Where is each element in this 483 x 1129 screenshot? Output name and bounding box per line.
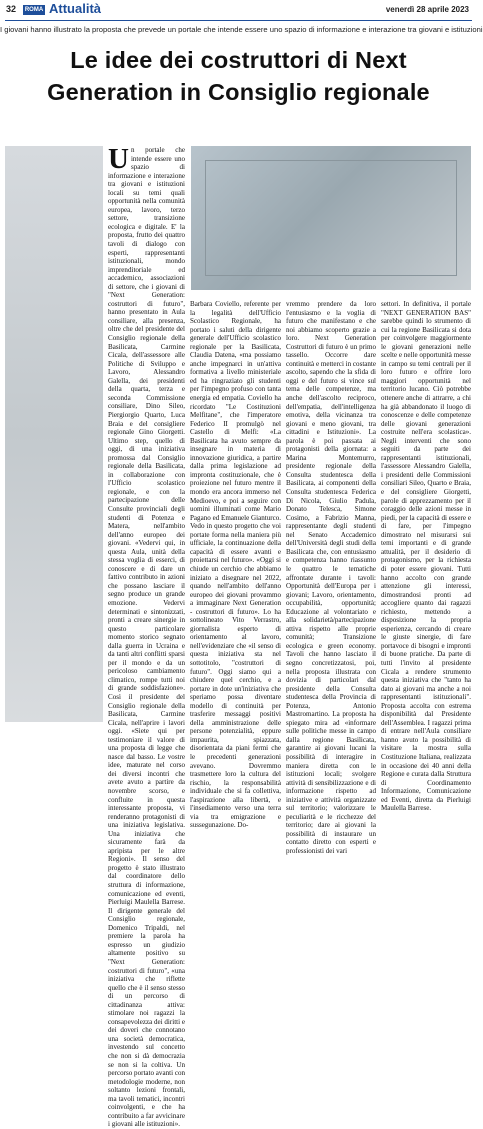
page-number: 32 <box>6 4 17 14</box>
column-3-text: vremmo prendere da loro l'entusiasmo e la voglia di futuro che manifestano e che noi abbiamo scoperto grazie a loro. Next Generation Costruttori di futuro è un primo tassello. Occorre dare continuità e metterci in costante ascolto, sapendo che la sfida di oggi e del futuro si vince sul tema delle competenze, ma anche dell'ascolto reciproco, dell'empatia, dell'intelligenza emotiva, della vicinanza tra giovani e meno giovani, tra cittadini e Istituzioni». La parola è poi passata ai protagonisti della giornata: a Marina Montemurro, presidente regionale della Consulta studentesca della Basilicata, ai componenti della Consulta studentesca Federica Di Nicola, Giulio Padula, Donato Telesca, Simone Cosimo, a Fabrizio Manna, rappresentante degli studenti nel Senato Accademico dell'Università degli studi della Basilicata che, con entusiasmo e competenza hanno riassunto le quattro le tematiche affrontate durante i tavoli: Opportunità dell'Europa per i giovani; Lavoro, orientamento, occupabilità, opportunità; Educazione al volontariato e alla solidarietà/partecipazione attiva rispetto alle proprie comunità; Transizione ecologica e green economy. Tavoli che hanno lasciato il segno concretizzatosi, poi, nella proposta illustrata con dovizia di particolari dal presidente della Consulta studentesca della Provincia di Potenza, Antonio Mastromartino. La proposta ha spiegato mira ad «informare sulle politiche messe in campo dalla regione Basilicata, garantire ai giovani lucani la possibilità di interagire in maniera diretta con le istituzioni locali; svolgere attività di sensibilizzazione e di informazione rispetto ad iniziative e attività organizzate sul territorio; valorizzare le peculiarità e le ricchezze del territorio; dare ai giovani la possibilità di instaurare un contatto diretto con esperti e professionisti dei vari <box>286 300 377 855</box>
issue-date <box>386 5 469 14</box>
section-title: Attualità <box>49 1 101 16</box>
column-4-text: settori. In definitiva, il portale "NEXT GENERATION BAS" sarebbe quindi lo strumento di cui la regione Basilicata si dota per coinvolgere maggiormente le giovani generazioni nelle scelte e nelle opportunità messe in campo su temi centrali per il loro futuro e offrire loro maggiori opportunità nel territorio lucano. Ciò potrebbe ottenere anche di attrarre, a chi ha già abbandonato il luogo di conoscenze e delle competenze delle giovani generazioni costruite nell'era scolastica». Negli interventi che sono seguiti da parte dei rappresentanti istituzionali, l'assessore Alessandro Galella, i presidenti delle Commissioni consiliari Sileo, Quarto e Braia, e del consigliere Giorgetti, parole di apprezzamento per il coraggio delle azioni messe in piedi, per la capacità di essere e di fare, per l'impegno dimostrato nel misurarsi sui temi importanti e di grande attualità, per il desiderio di protagonismo, per la richiesta di poter essere giovani. Tutti hanno accolto con grande attenzione gli interessi, dimostrandosi pronti ad accogliere quanto dai ragazzi richiesto, mettendo a disposizione la propria esperienza, cercando di creare le giuste sinergie, di fare portavoce di bisogni e impronti di buone pratiche. Da parte di tutti l'invito al presidente Cicala a rendere strumento questa iniziativa che "tanto ha dato ai giovani ma anche a noi rappresentanti istituzionali". Proposta accolta con estrema disponibilità dal Presidente dell'Assemblea. I ragazzi prima di entrare nell'Aula consiliare hanno avuto la possibilità di visitare la mostra sulla Costituzione Italiana, realizzata in occasione dei 40 anni della Regione e curata dalla Struttura di Coordinamento Informazione, Comunicazione ed Eventi, diretta da Pierluigi Maulella Barrese. <box>381 300 471 813</box>
drop-cap: U <box>108 143 129 175</box>
newspaper-logo: ROMA <box>24 7 44 13</box>
article-kicker: I giovani hanno illustrato la proposta che prevede un portale che intende essere uno spazio di informazione e interazione tra giovani e istituzioni <box>0 25 483 34</box>
page-header <box>0 0 477 20</box>
headline-line-1: Le idee dei costruttori di Next <box>70 47 407 73</box>
header-rule <box>5 20 472 21</box>
left-image-area <box>5 146 103 722</box>
article-photo-frame <box>205 160 457 276</box>
column-2-text: Barbara Coviello, referente per la legalità dell'Ufficio Scolastico Regionale, ha portato i saluti della dirigente generale dell'Ufficio scolastico regionale per la Basilicata, Claudia Datena, «ma possiamo anche impegnarci in un'attiva formativa a livello ministeriale ed ha ringraziato gli studenti per l'impegno profuso con tanta energia ed empatia. Coviello ha ricordato "Le Costituzioni Melfitane", che l'imperatore Federico II promulgò nel Castello di Melfi: «La Basilicata ha avuto sempre da insegnare in materia di innovazione giuridica, a partire dalla prima legislazione ad impronta costituzionale, che è proiezione nel futuro mentre il mondo era ancora immerso nel Medioevo, e poi a seguire con uomini illuminati come Mario Pagano ed Emanuele Gianturco. Vedo in questo progetto che voi portate forma nella maniera più ufficiale, la continuazione della capacità di essere avanti e proiettarsi nel futuro». «Oggi si chiude un cerchio che abbiamo iniziato a disegnare nel 2022, quando nell'ambito dell'anno europeo dei giovani provammo a immaginare Next Generation - costruttori di futuro». Lo ha sottolineato Vito Verrastro, giornalista esperto di orientamento al lavoro, nell'evidenziare che «il senso di questa iniziativa sta nel sottotitolo, "costruttori di futuro". Oggi siamo qui a chiudere quel cerchio, e a portare in dote un'iniziativa che speriamo possa diventare modello di continuità per trasferire messaggi positivi della amministrazione delle persone potenzialità, eppure impaurita, spiazzata, disorientata da piani fermi che le precedenti generazioni avevano. Dovremmo trasmettere loro la cultura del rischio, la responsabilità individuale che si fa collettiva, l'aspirazione alla libertà, e l'insediamento verso una terra via tra emigrazione e sussegunazione. Do- <box>190 300 281 830</box>
article-column-3 <box>286 300 377 855</box>
article-photo <box>191 146 471 290</box>
article-column-4 <box>381 300 471 813</box>
column-1-text: n portale che intende essere uno spazio di informazione e interazione tra giovani e istituzioni locali su temi quali opportunità nella comunità europea, lavoro, terzo settore, transizione ecologica e digitale. E' la proposta, frutto dei quattro tavoli di dialogo con esperti, rappresentanti istituzionali, mondo imprenditoriale ed accademico, associazioni di settore, che i giovani di "Next Generation: costruttori di futuro", hanno presentato in Aula consiliare, alla presenza, oltre che del presidente del Consiglio regionale della Basilicata, Carmine Cicala, dell'assessore alle Politiche di Sviluppo e Lavoro, Alessandro Galella, dei presidenti della quarta, terza e seconda Commissione consiliare, Dino Sileo, Piergiorgio Quarto, Luca Braia e del consigliere regionale Gino Giorgetti. Ultimo step, quello di oggi, di una iniziativa promossa dal Consiglio regionale della Basilicata, in collaborazione con l'Ufficio scolastico regionale, e con la partecipazione delle Consulte provinciali degli studenti di Potenza e Matera, nell'ambito dell'anno europeo dei giovani. «Vedervi qui, in questa Aula, unità della stessa voglia di esserci, di conoscere e di dare un fattivo contributo in azioni che possano lasciare il segno produce un grande emozione. Vedervi determinati e sintonizzati, pronti a creare sinergie in questo particolare momento storico segnato dalla guerra in Ucraina e da tanti altri conflitti sparsi per il mondo e da un pericoloso cambiamento climatico, rompe tutti noi di grande soddisfazione». Così il presidente del Consiglio regionale della Basilicata, Carmine Cicala, nell'aprire i lavori oggi. «Siete qui per testimoniare il valore di una proposta di legge che nasce dal basso. Le vostre idee, maturate nel corso dei diversi incontri che avete avuto a partire da novembre scorso, e confluite in questa interessante proposta, vi renderanno protagonisti di una iniziativa legislativa. Una iniziativa che sicuramente farà da apripista per le altre Regioni». Il senso del progetto è stato illustrato dal coordinatore dello struttura di informazione, comunicazione ed eventi, Pierluigi Maulella Barrese. Il dirigente generale del Consiglio regionale, Domenico Tripaldi, nel premiere la parola ha espresso un giudizio altamente positivo su "Next Generation: costruttori di futuro", «una iniziativa che riflette quello che è il senso stesso di un percorso di cittadinanza attiva: stimolare noi ragazzi la consapevolezza dei diritti e dei doveri che connotano una società democratica, investendo sul concetto che non si dà democrazia se non si la coltiva. Un percorso portato avanti con metodologie moderne, non soltanto lezioni frontali, ma tavoli tematici, incontri coinvolgenti, e che ha contribuito a far avvicinare i giovani alle istituzioni». <box>108 146 185 1129</box>
issue-date-day: venerdì <box>385 5 415 14</box>
issue-date-rest: 28 aprile 2023 <box>416 5 469 14</box>
article-column-2 <box>190 300 281 830</box>
headline-line-2: Generation in Consiglio regionale <box>47 79 430 105</box>
article-column-1 <box>108 143 185 1129</box>
article-headline <box>0 44 477 108</box>
